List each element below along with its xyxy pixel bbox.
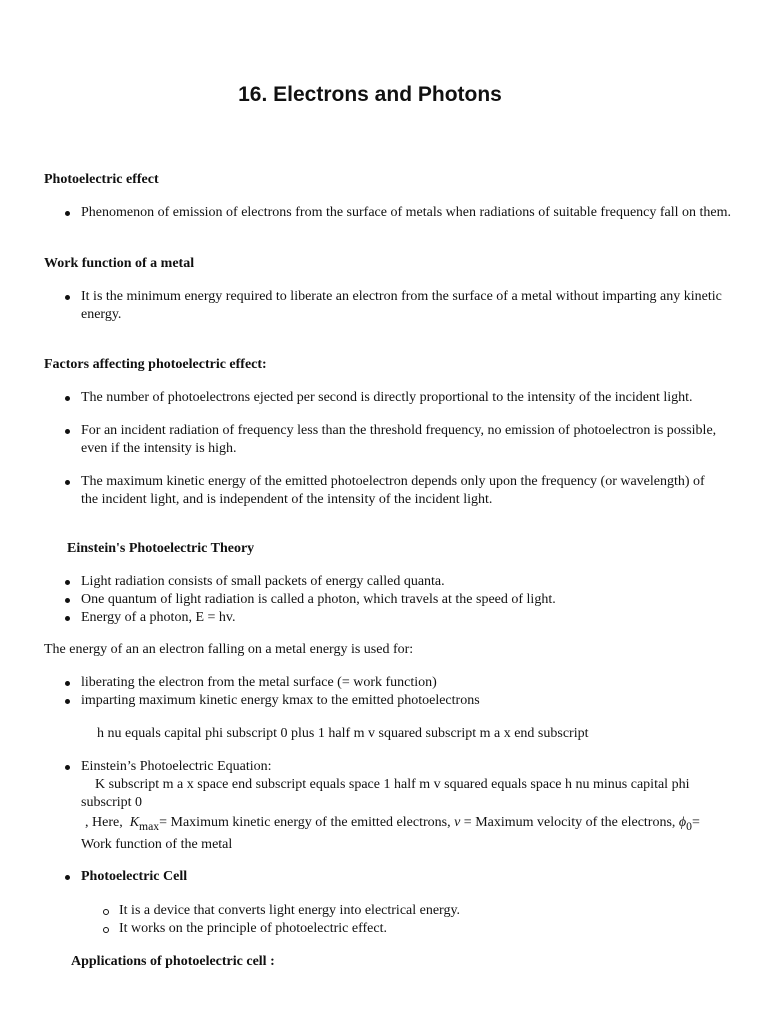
list-item: imparting maximum kinetic energy kmax to the emitted photoelectrons — [63, 692, 723, 710]
list-item: Light radiation consists of small packets of energy called quanta. — [63, 573, 723, 591]
list-photoelectric-cell — [63, 868, 723, 886]
v-symbol: v — [454, 815, 461, 830]
heading-einstein-theory: Einstein's Photoelectric Theory — [67, 541, 255, 556]
list-item: Phenomenon of emission of electrons from the surface of metals when radiations of suitable frequency fall on them. — [63, 204, 743, 222]
heading-photoelectric-effect: Photoelectric effect — [44, 172, 159, 187]
phi-subscript: 0 — [686, 819, 692, 833]
equation-label: Einstein’s Photoelectric Equation: — [81, 759, 272, 774]
equation-alt-text: K subscript m a x space end subscript equals space 1 half m v squared equals space h nu minus capital phi subscript 0 — [81, 777, 690, 810]
list-einstein-equation — [63, 758, 723, 854]
list-item: liberating the electron from the metal surface (= work function) — [63, 674, 723, 692]
list-item: The maximum kinetic energy of the emitted photoelectron depends only upon the frequency (or wavelength) of the incident light, and is independent of the intensity of the incident light. — [63, 473, 723, 509]
energy-usage-text: The energy of an an electron falling on a metal energy is used for: — [44, 642, 414, 657]
v-description: = Maximum velocity of the electrons, — [463, 815, 676, 830]
list-item: One quantum of light radiation is called a photon, which travels at the speed of light. — [63, 591, 723, 609]
k-symbol: K — [129, 815, 140, 830]
k-subscript: max — [139, 819, 160, 833]
list-photoelectric-effect — [63, 204, 743, 222]
list-item-einstein-equation — [63, 758, 723, 854]
page-title: 16. Electrons and Photons — [238, 83, 502, 106]
list-einstein-theory — [63, 573, 723, 627]
phi-description: = Work function of the metal — [81, 815, 700, 852]
k-description: = Maximum kinetic energy of the emitted electrons, — [159, 815, 451, 830]
list-work-function — [63, 288, 723, 324]
heading-photoelectric-cell: Photoelectric Cell — [63, 868, 723, 886]
list-energy-usage — [63, 674, 723, 710]
list-item: For an incident radiation of frequency less than the threshold frequency, no emission of photoelectron is possible, even if the intensity is high. — [63, 422, 723, 458]
heading-work-function: Work function of a metal — [44, 256, 195, 271]
list-photoelectric-cell-items — [101, 902, 721, 938]
heading-factors: Factors affecting photoelectric effect: — [44, 357, 267, 372]
heading-applications: Applications of photoelectric cell : — [71, 954, 275, 969]
list-factors — [63, 389, 723, 509]
phi-symbol: ϕ — [678, 815, 687, 830]
list-item: It is a device that converts light energy into electrical energy. — [101, 902, 721, 920]
list-item: Energy of a photon, E = hv. — [63, 609, 723, 627]
list-item: It works on the principle of photoelectric effect. — [101, 920, 721, 938]
equation-text: h nu equals capital phi subscript 0 plus 1 half m v squared subscript m a x end subscript — [97, 726, 589, 741]
list-item: It is the minimum energy required to liberate an electron from the surface of a metal without imparting any kinetic energy. — [63, 288, 723, 324]
equation-here: , Here, — [85, 815, 123, 830]
list-item: The number of photoelectrons ejected per second is directly proportional to the intensity of the incident light. — [63, 389, 723, 407]
